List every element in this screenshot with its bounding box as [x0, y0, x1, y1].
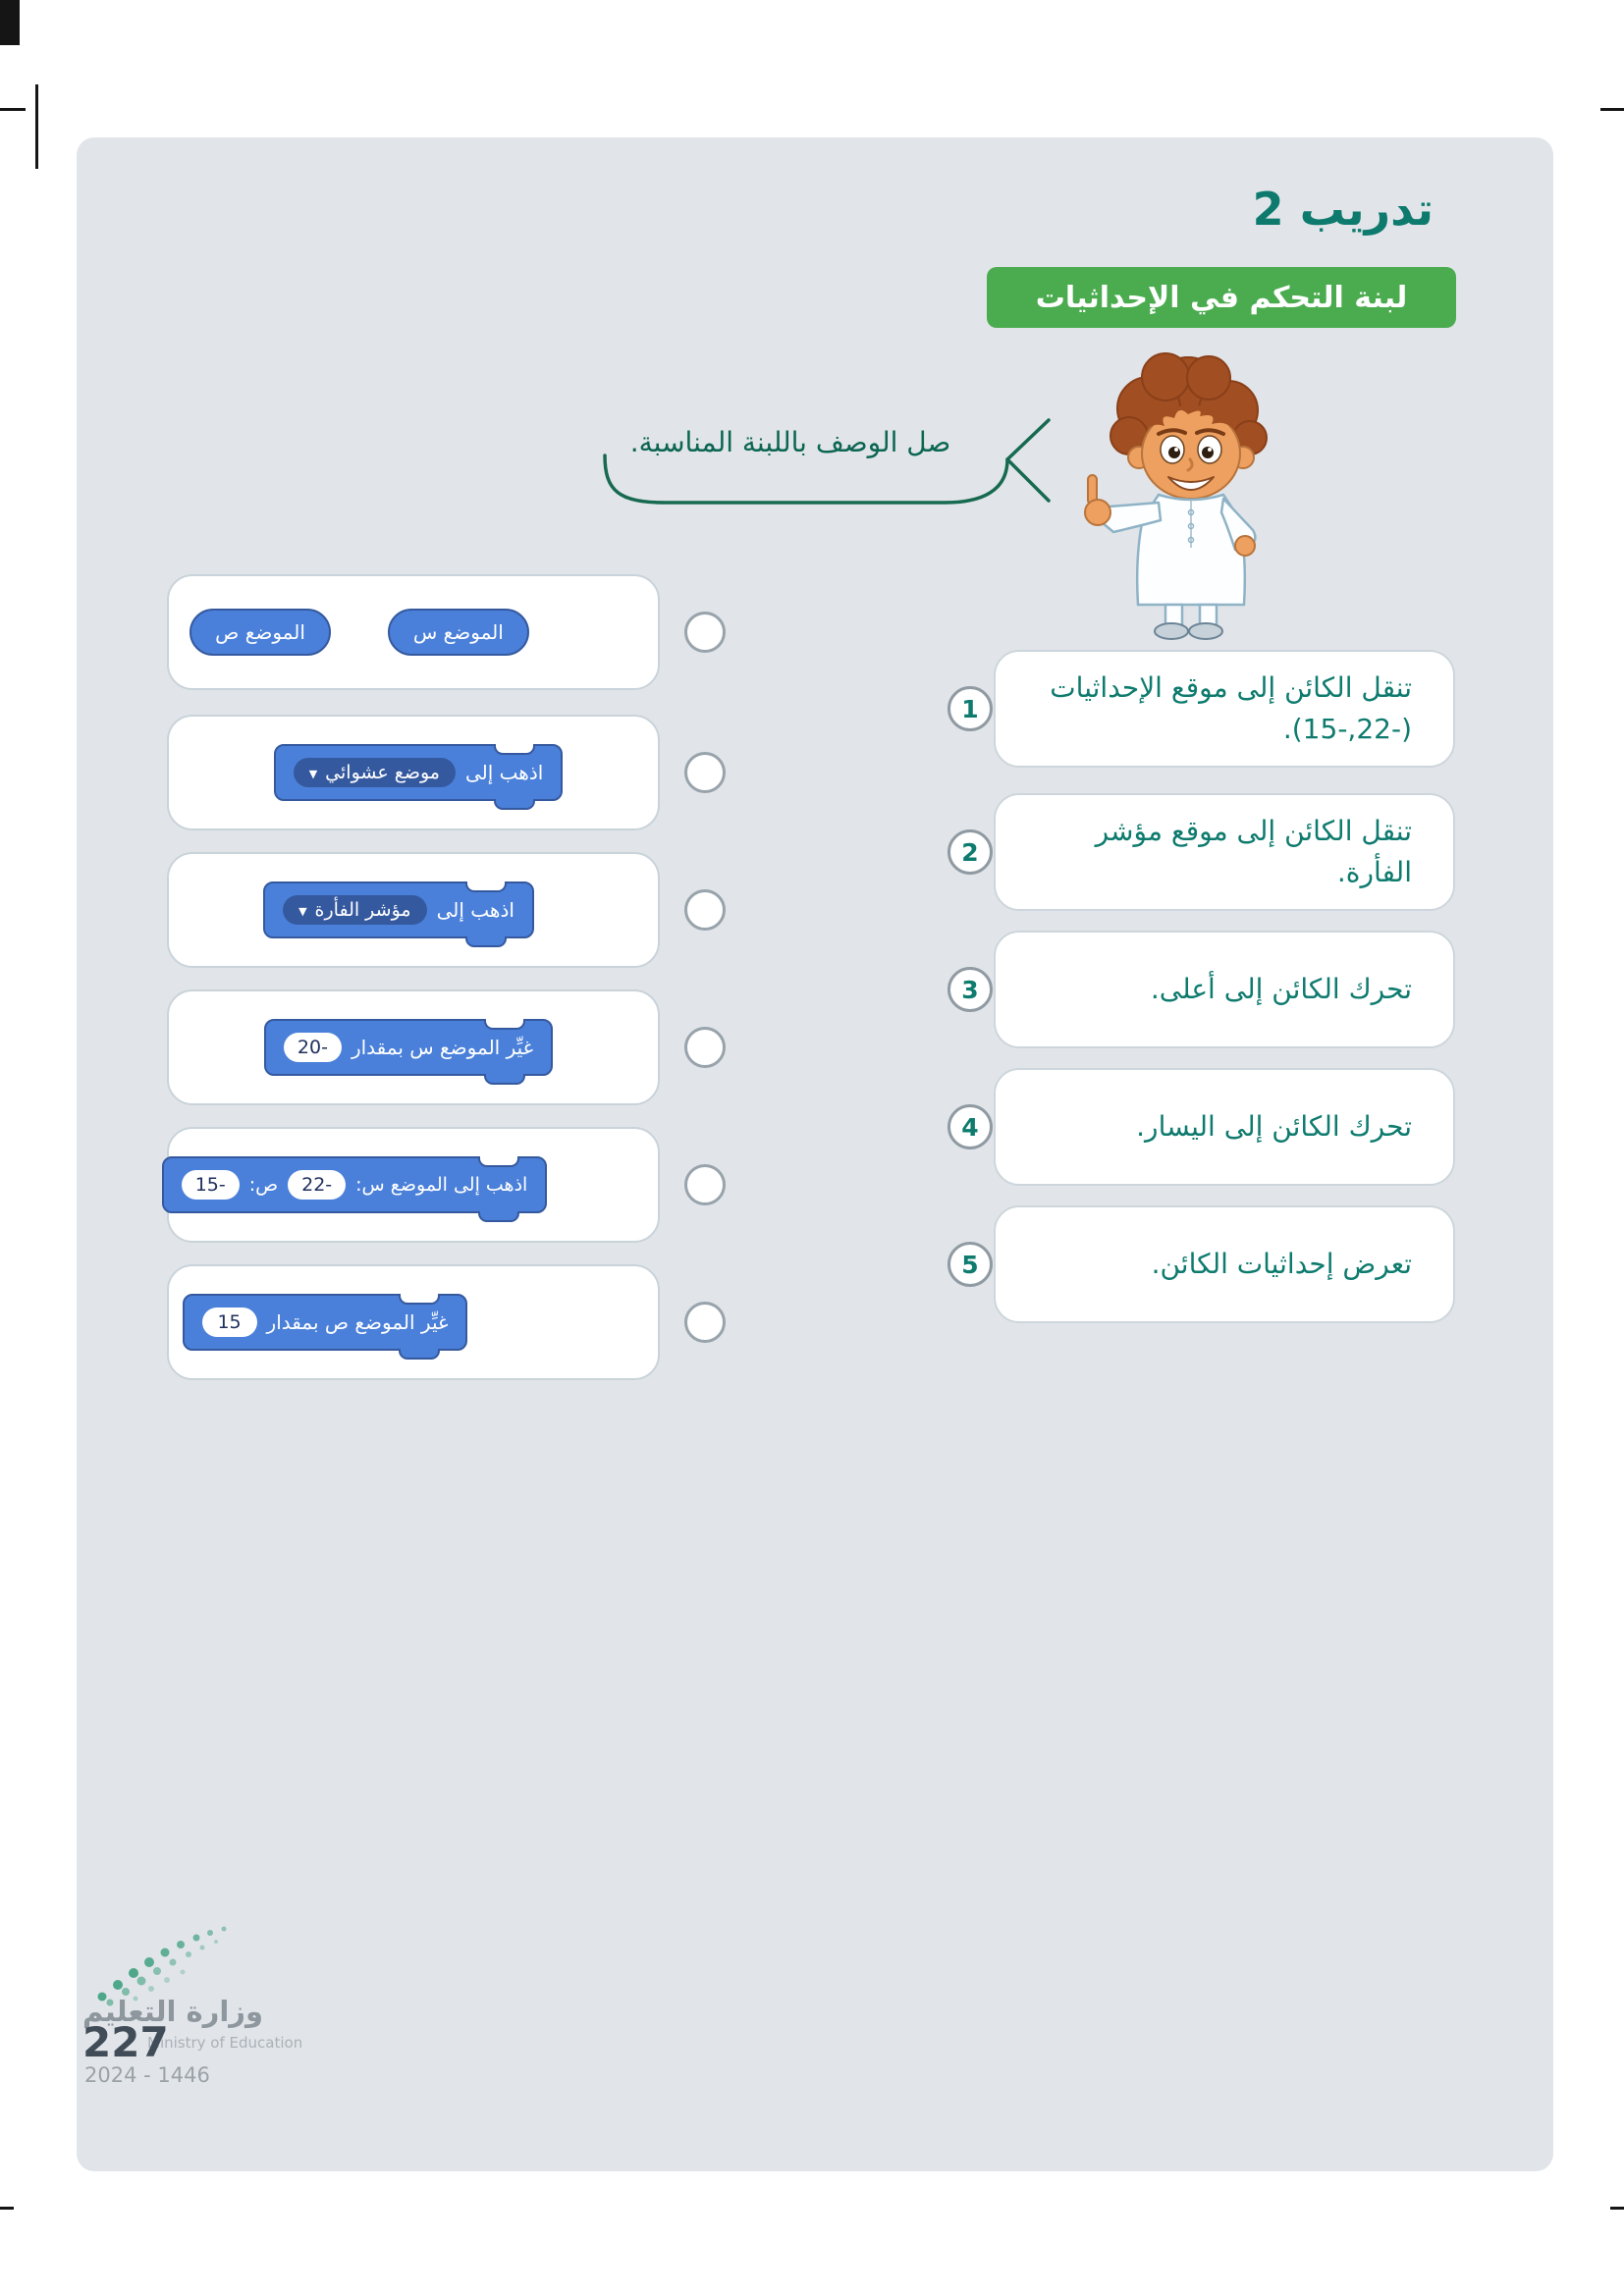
connector-circle[interactable]: [684, 612, 726, 653]
description-card-2: [994, 793, 1455, 911]
block-card-goto-random: [167, 715, 660, 830]
block-card-position-reporters: [167, 574, 660, 690]
block-label: اذهب إلى: [436, 898, 514, 922]
block-label: اذهب إلى الموضع س:: [355, 1174, 528, 1196]
scratch-block-goto-random[interactable]: [274, 744, 564, 801]
description-number-3: [947, 967, 993, 1012]
block-card-goto-mouse: [167, 852, 660, 968]
crop-mark: [1610, 2207, 1624, 2210]
chevron-down-icon: ▼: [308, 767, 318, 780]
number-label: 4: [961, 1112, 979, 1142]
connector-circle[interactable]: [684, 1302, 726, 1343]
value-field-x[interactable]: -22: [288, 1170, 346, 1200]
connector-circle[interactable]: [684, 1164, 726, 1205]
description-card-4: [994, 1068, 1455, 1186]
connector-circle[interactable]: [684, 1027, 726, 1068]
number-label: 5: [961, 1250, 979, 1279]
crop-mark: [0, 2207, 14, 2210]
number-label: 1: [961, 694, 979, 723]
dropdown-mouse-pointer[interactable]: [283, 895, 427, 925]
block-card-change-x: [167, 989, 660, 1105]
description-text: تنقل الكائن إلى موقع الإحداثيات (-22,-15).: [1050, 671, 1412, 745]
description-text: تعرض إحداثيات الكائن.: [1151, 1248, 1412, 1280]
block-label-y: ص:: [248, 1174, 279, 1196]
scratch-block-goto-xy[interactable]: [162, 1156, 548, 1213]
block-label: اذهب إلى: [464, 761, 544, 784]
connector-circle[interactable]: [684, 889, 726, 931]
dropdown-random-position[interactable]: [294, 758, 456, 787]
value-field-change-y[interactable]: 15: [202, 1308, 257, 1337]
description-card-3: [994, 931, 1455, 1048]
description-text: تحرك الكائن إلى اليسار.: [1136, 1110, 1412, 1143]
block-label: غيِّر الموضع س بمقدار: [351, 1036, 534, 1059]
ministry-logo-english: Ministry of Education: [147, 2034, 303, 2052]
scratch-reporter-x-position[interactable]: الموضع س: [388, 609, 529, 656]
connector-circle[interactable]: [684, 752, 726, 793]
dropdown-value: مؤشر الفأرة: [314, 899, 411, 921]
scratch-reporter-y-position[interactable]: الموضع ص: [189, 609, 331, 656]
description-number-1: [947, 686, 993, 731]
description-text: تنقل الكائن إلى موقع مؤشر الفأرة.: [1095, 815, 1412, 888]
description-number-4: [947, 1104, 993, 1149]
value-field-y[interactable]: -15: [182, 1170, 240, 1200]
value-field-change-x[interactable]: -20: [284, 1033, 342, 1062]
edition-years: 2024 - 1446: [84, 2063, 210, 2087]
block-card-goto-xy: [167, 1127, 660, 1243]
scratch-block-change-y[interactable]: [183, 1294, 468, 1351]
ministry-logo-arabic: وزارة التعليم: [82, 1995, 264, 2028]
speech-bubble-text: صل الوصف باللبنة المناسبة.: [629, 426, 951, 458]
block-card-change-y: [167, 1264, 660, 1380]
block-label: غيِّر الموضع ص بمقدار: [266, 1310, 449, 1334]
dropdown-value: موضع عشوائي: [325, 762, 440, 783]
number-label: 2: [961, 837, 979, 867]
page-number: 227: [82, 2018, 169, 2066]
crop-mark: [1600, 108, 1624, 111]
crop-mark: [0, 0, 20, 45]
scratch-block-goto-mouse[interactable]: [263, 881, 534, 938]
description-number-5: [947, 1242, 993, 1287]
number-label: 3: [961, 975, 979, 1004]
crop-mark: [0, 108, 26, 111]
scratch-block-change-x[interactable]: [264, 1019, 553, 1076]
exercise-title: تدريب 2: [1252, 183, 1434, 236]
crop-mark: [35, 84, 38, 169]
description-card-1: [994, 650, 1455, 768]
description-number-2: [947, 829, 993, 875]
lesson-banner: لبنة التحكم في الإحداثيات: [987, 267, 1456, 328]
description-card-5: [994, 1205, 1455, 1323]
description-text: تحرك الكائن إلى أعلى.: [1150, 973, 1412, 1005]
chevron-down-icon: ▼: [298, 904, 307, 918]
